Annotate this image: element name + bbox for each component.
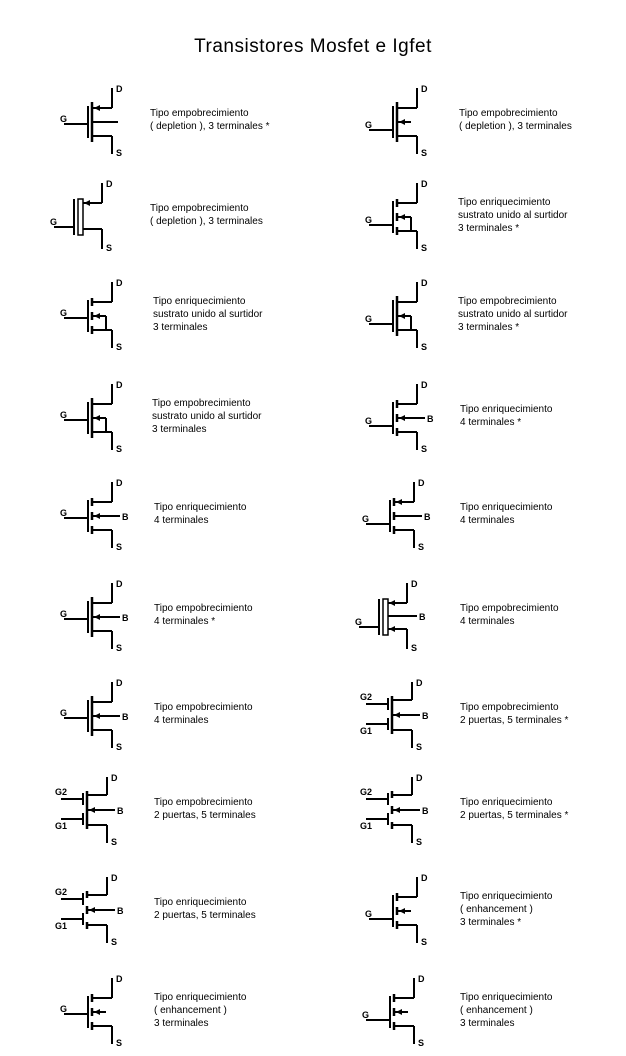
description-line: Tipo enriquecimiento — [460, 991, 553, 1003]
label-g: G — [60, 1004, 68, 1014]
label-g: G — [60, 708, 68, 718]
description-line: Tipo enriquecimiento — [153, 295, 246, 307]
label-g2: G2 — [360, 692, 373, 702]
description-line: Tipo enriquecimiento — [154, 502, 247, 513]
label-b: B — [424, 512, 431, 522]
description-line: sustrato unido al surtidor — [458, 209, 568, 221]
description-line: sustrato unido al surtidor — [152, 410, 262, 422]
label-g: G — [365, 314, 373, 324]
label-g: G — [60, 114, 68, 124]
label-g: G — [365, 120, 373, 130]
label-g: G — [365, 215, 373, 225]
description-line: sustrato unido al surtidor — [153, 308, 263, 320]
label-s: S — [111, 937, 118, 947]
transistor-graphic — [365, 179, 428, 253]
label-d: D — [116, 974, 123, 984]
label-g2: G2 — [360, 787, 373, 797]
transistor-graphic — [360, 678, 429, 752]
label-g2: G2 — [55, 887, 68, 897]
transistor-graphic — [55, 773, 124, 847]
description-line: 2 puertas, 5 terminales * — [460, 715, 569, 726]
label-b: B — [122, 613, 129, 623]
mosfet-symbol-11 — [60, 577, 140, 657]
symbol-description — [460, 403, 552, 429]
symbol-description — [460, 501, 552, 527]
description-line: Tipo empobrecimiento — [154, 702, 253, 713]
label-g: G — [365, 416, 373, 426]
mosfet-symbol-12 — [355, 577, 435, 657]
symbol-description — [458, 196, 568, 235]
symbol-description — [154, 501, 246, 527]
label-b: B — [117, 906, 124, 916]
label-s: S — [421, 243, 428, 253]
mosfet-symbol-8 — [365, 378, 445, 458]
transistor-graphic — [60, 579, 129, 653]
symbol-description — [153, 295, 263, 334]
description-line: 2 puertas, 5 terminales — [154, 910, 256, 921]
description-line: ( enhancement ) — [460, 903, 533, 915]
transistor-graphic — [60, 478, 129, 552]
description-line: 4 terminales — [154, 515, 209, 526]
transistor-graphic — [362, 478, 431, 552]
mosfet-symbol-19 — [60, 972, 140, 1052]
description-line: 4 terminales — [154, 715, 209, 726]
label-d: D — [116, 678, 123, 688]
label-s: S — [421, 937, 428, 947]
label-d: D — [116, 380, 123, 390]
label-d: D — [116, 278, 123, 288]
label-g: G — [365, 909, 373, 919]
symbol-description — [459, 107, 572, 133]
symbol-description — [460, 602, 559, 628]
mosfet-symbol-4 — [365, 177, 445, 257]
symbol-description — [460, 796, 568, 822]
symbol-description — [154, 896, 256, 922]
transistor-graphic — [360, 773, 429, 847]
description-line: sustrato unido al surtidor — [458, 308, 568, 320]
label-d: D — [411, 579, 418, 589]
description-line: ( depletion ), 3 terminales — [459, 121, 572, 132]
mosfet-symbol-15 — [55, 771, 135, 851]
label-d: D — [421, 278, 428, 288]
label-s: S — [421, 444, 428, 454]
label-g: G — [50, 217, 58, 227]
description-line: Tipo empobrecimiento — [150, 108, 249, 119]
label-g: G — [60, 410, 68, 420]
label-s: S — [116, 148, 123, 158]
label-d: D — [418, 478, 425, 488]
label-g: G — [60, 609, 68, 619]
label-g: G — [355, 617, 363, 627]
label-s: S — [416, 742, 423, 752]
transistor-graphic — [60, 678, 129, 752]
label-d: D — [416, 678, 423, 688]
mosfet-symbol-6 — [365, 276, 445, 356]
mosfet-symbol-3 — [50, 177, 130, 257]
symbol-description — [460, 890, 552, 929]
label-b: B — [419, 612, 426, 622]
description-line: 4 terminales * — [460, 417, 522, 428]
label-g1: G1 — [360, 726, 373, 736]
label-s: S — [116, 742, 123, 752]
label-g: G — [362, 514, 370, 524]
label-s: S — [411, 643, 418, 653]
label-d: D — [416, 773, 423, 783]
label-d: D — [421, 380, 428, 390]
description-line: 3 terminales — [460, 1017, 515, 1029]
mosfet-symbol-20 — [362, 972, 442, 1052]
description-line: Tipo empobrecimiento — [460, 603, 559, 614]
label-s: S — [116, 643, 123, 653]
transistor-graphic — [365, 84, 428, 158]
description-line: Tipo empobrecimiento — [152, 397, 251, 409]
description-line: 3 terminales * — [458, 222, 520, 234]
description-line: Tipo empobrecimiento — [150, 203, 249, 214]
description-line: 3 terminales * — [458, 321, 520, 333]
page-title: Transistores Mosfet e Igfet — [194, 36, 432, 57]
description-line: ( depletion ), 3 terminales * — [150, 121, 270, 132]
label-g1: G1 — [55, 821, 68, 831]
mosfet-symbol-13 — [60, 676, 140, 756]
transistor-graphic — [60, 278, 123, 352]
label-g1: G1 — [55, 921, 68, 931]
label-s: S — [416, 837, 423, 847]
label-s: S — [421, 342, 428, 352]
symbol-description — [154, 991, 246, 1030]
label-s: S — [116, 444, 123, 454]
label-b: B — [117, 806, 124, 816]
symbol-description — [154, 602, 253, 628]
description-line: Tipo enriquecimiento — [460, 797, 553, 808]
description-line: ( depletion ), 3 terminales — [150, 216, 263, 227]
mosfet-symbol-7 — [60, 378, 140, 458]
label-d: D — [421, 179, 428, 189]
transistor-graphic — [60, 974, 123, 1048]
transistor-graphic — [60, 380, 123, 454]
label-g: G — [60, 308, 68, 318]
label-g2: G2 — [55, 787, 68, 797]
label-d: D — [116, 579, 123, 589]
description-line: 4 terminales — [460, 515, 515, 526]
description-line: 3 terminales — [154, 1017, 209, 1029]
description-line: 3 terminales — [152, 423, 207, 435]
label-b: B — [422, 806, 429, 816]
label-g: G — [60, 508, 68, 518]
transistor-graphic — [365, 873, 428, 947]
description-line: Tipo enriquecimiento — [154, 991, 247, 1003]
mosfet-symbol-5 — [60, 276, 140, 356]
description-line: Tipo empobrecimiento — [154, 603, 253, 614]
label-s: S — [421, 148, 428, 158]
description-line: Tipo empobrecimiento — [154, 797, 253, 808]
label-d: D — [111, 873, 118, 883]
mosfet-symbol-18 — [365, 871, 445, 951]
label-b: B — [422, 711, 429, 721]
description-line: 4 terminales * — [154, 616, 216, 627]
description-line: Tipo enriquecimiento — [154, 897, 247, 908]
mosfet-symbol-1 — [60, 82, 140, 162]
label-s: S — [418, 1038, 425, 1048]
description-line: Tipo enriquecimiento — [458, 196, 551, 208]
description-line: Tipo enriquecimiento — [460, 890, 553, 902]
transistor-graphic — [362, 974, 425, 1048]
label-b: B — [122, 512, 129, 522]
description-line: 2 puertas, 5 terminales * — [460, 810, 569, 821]
transistor-graphic — [60, 84, 123, 158]
transistor-graphic — [355, 579, 426, 653]
symbol-description — [154, 701, 253, 727]
mosfet-symbol-10 — [362, 476, 442, 556]
label-b: B — [427, 414, 434, 424]
label-d: D — [421, 84, 428, 94]
label-s: S — [418, 542, 425, 552]
description-line: ( enhancement ) — [154, 1004, 227, 1016]
description-line: Tipo empobrecimiento — [459, 108, 558, 119]
description-line: Tipo empobrecimiento — [460, 702, 559, 713]
symbol-description — [150, 202, 263, 228]
mosfet-symbol-2 — [365, 82, 445, 162]
symbol-description — [460, 701, 568, 727]
label-g: G — [362, 1010, 370, 1020]
label-s: S — [116, 542, 123, 552]
label-d: D — [421, 873, 428, 883]
mosfet-symbol-9 — [60, 476, 140, 556]
transistor-graphic — [365, 380, 434, 454]
description-line: Tipo enriquecimiento — [460, 502, 553, 513]
mosfet-symbol-14 — [360, 676, 440, 756]
symbol-description — [460, 991, 552, 1030]
label-s: S — [111, 837, 118, 847]
mosfet-symbol-16 — [360, 771, 440, 851]
description-line: Tipo enriquecimiento — [460, 404, 553, 415]
symbol-description — [154, 796, 256, 822]
label-d: D — [111, 773, 118, 783]
transistor-graphic — [50, 179, 113, 253]
transistor-graphic — [365, 278, 428, 352]
symbol-description — [152, 397, 262, 436]
label-s: S — [116, 1038, 123, 1048]
label-d: D — [106, 179, 113, 189]
description-line: ( enhancement ) — [460, 1004, 533, 1016]
label-d: D — [116, 84, 123, 94]
label-d: D — [418, 974, 425, 984]
description-line: 3 terminales * — [460, 916, 522, 928]
label-g1: G1 — [360, 821, 373, 831]
label-s: S — [106, 243, 113, 253]
label-b: B — [122, 712, 129, 722]
description-line: 2 puertas, 5 terminales — [154, 810, 256, 821]
description-line: 4 terminales — [460, 616, 515, 627]
label-d: D — [116, 478, 123, 488]
symbol-description — [458, 295, 568, 334]
description-line: Tipo empobrecimiento — [458, 295, 557, 307]
symbol-description — [150, 107, 270, 133]
description-line: 3 terminales — [153, 321, 208, 333]
mosfet-symbol-17 — [55, 871, 135, 951]
label-s: S — [116, 342, 123, 352]
transistor-graphic — [55, 873, 124, 947]
